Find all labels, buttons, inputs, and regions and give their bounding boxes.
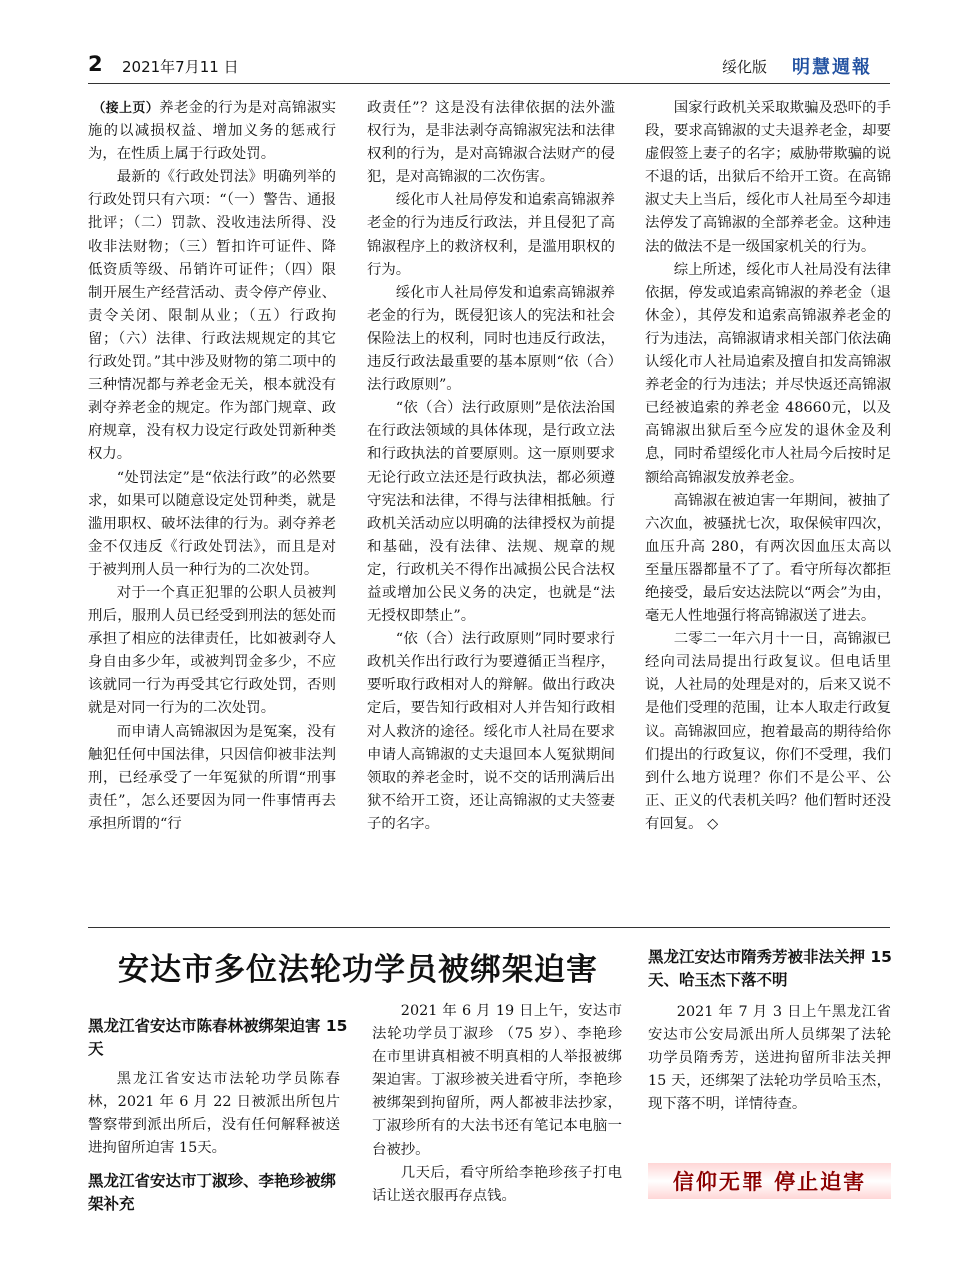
story-paragraph: 黑龙江省安达市法轮功学员陈春林，2021 年 6 月 22 日被派出所包片警察带到派出所后，没有任何解释被送进拘留所迫害 15天。 bbox=[88, 1071, 340, 1157]
page-number: 2 bbox=[88, 52, 103, 76]
article-paragraph: “处罚法定”是“依法行政”的必然要求，如果可以随意设定处罚种类，就是滥用职权、破坏法律的行为。剥夺养老金不仅违反《行政处罚法》，而且是对于被判刑人员一种行为的二次处罚。 bbox=[88, 469, 336, 578]
article-paragraph: 二零二一年六月十一日，高锦淑已经向司法局提出行政复议。但电话里说，人社局的处理是对的，后来又说不是他们受理的范围，让本人取走行政复议。高锦淑回应，抱着最高的期待给你们提出的行政复议，你们不受理，我们到什么地方说理？你们不是公平、公正、正义的代表机关吗？他们暂时还没有回复。 ◇ bbox=[645, 631, 891, 832]
article-paragraph: 政责任”？这是没有法律依据的法外滥权行为，是非法剥夺高锦淑宪法和法律权利的行为，是对高锦淑合法财产的侵犯，是对高锦淑的二次伤害。 bbox=[367, 100, 615, 186]
subheading-sui-xiufang: 黑龙江安达市隋秀芳被非法关押 15 天、哈玉杰下落不明 bbox=[648, 948, 892, 989]
section-rule bbox=[88, 927, 890, 928]
issue-date: 2021年7月11 日 bbox=[122, 58, 239, 76]
edition-label: 绥化版 bbox=[722, 58, 768, 76]
article-paragraph: 国家行政机关采取欺骗及恐吓的手段，要求高锦淑的丈夫退养老金，却要虚假签上妻子的名字；威胁带欺骗的说不退的话，出狱后不给开工资。在高锦淑丈夫上当后，绥化市人社局至今却违法停发了高锦淑的全部养老金。这种违法的做法不是一级国家机关的行为。 bbox=[645, 100, 891, 255]
article-paragraph: “依（合）法行政原则”是依法治国在行政法领域的具体体现，是行政立法和行政执法的首要原则。这一原则要求无论行政立法还是行政执法，都必须遵守宪法和法律，不得与法律相抵触。行政机关活动应以明确的法律授权为前提和基础，没有法律、法规、规章的规定，行政机关不得作出减损公民合法权益或增加公民义务的决定，也就是“法无授权即禁止”。 bbox=[367, 400, 615, 625]
article-paragraph: 高锦淑在被迫害一年期间，被抽了六次血，被骚扰七次，取保候审四次，血压升高 280，有两次因血压太高以至量压器都量不了了。看守所每次都拒绝接受，最后安达法院以“两会”为由，毫无人性地强行将高锦淑送了进去。 bbox=[645, 492, 891, 625]
article-paragraph: “依（合）法行政原则”同时要求行政机关作出行政行为要遵循正当程序，要听取行政相对人的辩解。做出行政决定后，要告知行政相对人并告知行政相对人救济的途径。绥化市人社局在要求申请人高锦淑的丈夫退回本人冤狱期间领取的养老金时，说不交的话刑满后出狱不给开工资，还让高锦淑的丈夫签妻子的名字。 bbox=[367, 631, 615, 832]
header-rule bbox=[88, 83, 890, 84]
article-column-2 bbox=[367, 97, 615, 836]
article-paragraph: 绥化市人社局停发和追索高锦淑养老金的行为违反行政法，并且侵犯了高锦淑程序上的救济权利，是滥用职权的行为。 bbox=[367, 192, 615, 278]
masthead-logo: 明慧週報 bbox=[792, 57, 872, 78]
article-paragraph: （接上页）养老金的行为是对高锦淑实施的以减损权益、增加义务的惩戒行为，在性质上属于行政处罚。 bbox=[88, 100, 336, 163]
article-column-3 bbox=[645, 97, 891, 836]
section-headline: 安达市多位法轮功学员被绑架迫害 bbox=[118, 952, 598, 988]
article-paragraph: 对于一个真正犯罪的公职人员被判刑后，服刑人员已经受到刑法的惩处而承担了相应的法律责任，比如被剥夺人身自由多少年，或被判罚金多少，不应该就同一行为再受其它行政处罚，否则就是对同一行为的二次处罚。 bbox=[88, 584, 336, 717]
story-ding-shuzhen bbox=[372, 1000, 622, 1208]
story-paragraph: 几天后，看守所给李艳珍孩子打电话让送衣服再存点钱。 bbox=[372, 1164, 622, 1204]
page-header bbox=[88, 52, 890, 82]
subheading-chen-chunlin: 黑龙江省安达市陈春林被绑架迫害 15 天 bbox=[88, 1017, 348, 1058]
story-paragraph: 2021 年 6 月 19 日上午，安达市法轮功学员丁淑珍 （75 岁）、李艳珍在市里讲真相被不明真相的人举报被绑架迫害。丁淑珍被关进看守所，李艳珍被绑架到拘留所，两人都被非法抄家，丁淑珍所有的大法书还有笔记本电脑一台被抄。 bbox=[372, 1003, 622, 1158]
slogan-banner: 信仰无罪 停止迫害 bbox=[648, 1163, 891, 1199]
continued-label: （接上页） bbox=[92, 101, 160, 116]
story-sui-xiufang bbox=[648, 1001, 891, 1116]
story-chen-chunlin bbox=[88, 1068, 340, 1160]
article-paragraph: 而申请人高锦淑因为是冤案，没有触犯任何中国法律，只因信仰被非法判刑，已经承受了一年冤狱的所谓“刑事责任”，怎么还要因为同一件事情再去承担所谓的“行 bbox=[88, 723, 336, 832]
article-paragraph: 绥化市人社局停发和追索高锦淑养老金的行为，既侵犯该人的宪法和社会保险法上的权利，同时也违反行政法，违反行政法最重要的基本原则“依（合）法行政原则”。 bbox=[367, 284, 615, 394]
subheading-ding-shuzhen: 黑龙江省安达市丁淑珍、李艳珍被绑架补充 bbox=[88, 1172, 337, 1213]
article-paragraph: 综上所述，绥化市人社局没有法律依据，停发或追索高锦淑的养老金（退休金），其停发和追索高锦淑养老金的行为违法，高锦淑请求相关部门依法确认绥化市人社局追索及擅自扣发高锦淑养老金的行为违法；并尽快返还高锦淑已经被追索的养老金 48660元，以及高锦淑出狱后至今应发的退休金及利息，同时希望绥化市人社局今后按时足额给高锦淑发放养老金。 bbox=[645, 261, 891, 486]
story-paragraph: 2021 年 7 月 3 日上午黑龙江省安达市公安局派出所人员绑架了法轮功学员隋秀芳，送进拘留所非法关押 15 天，还绑架了法轮功学员哈玉杰，现下落不明，详情待查。 bbox=[648, 1004, 891, 1113]
article-column-1 bbox=[88, 97, 336, 836]
article-paragraph: 最新的《行政处罚法》明确列举的行政处罚只有六项：“（一）警告、通报批评；（二）罚款、没收违法所得、没收非法财物；（三）暂扣许可证件、降低资质等级、吊销许可证件；（四）限制开展生产经营活动、责令停产停业、责令关闭、限制从业；（五）行政拘留；（六）法律、行政法规规定的其它行政处罚。”其中涉及财物的第二项中的三种情况都与养老金无关，根本就没有剥夺养老金的规定。作为部门规章、政府规章，没有权力设定行政处罚新种类权力。 bbox=[88, 169, 336, 463]
